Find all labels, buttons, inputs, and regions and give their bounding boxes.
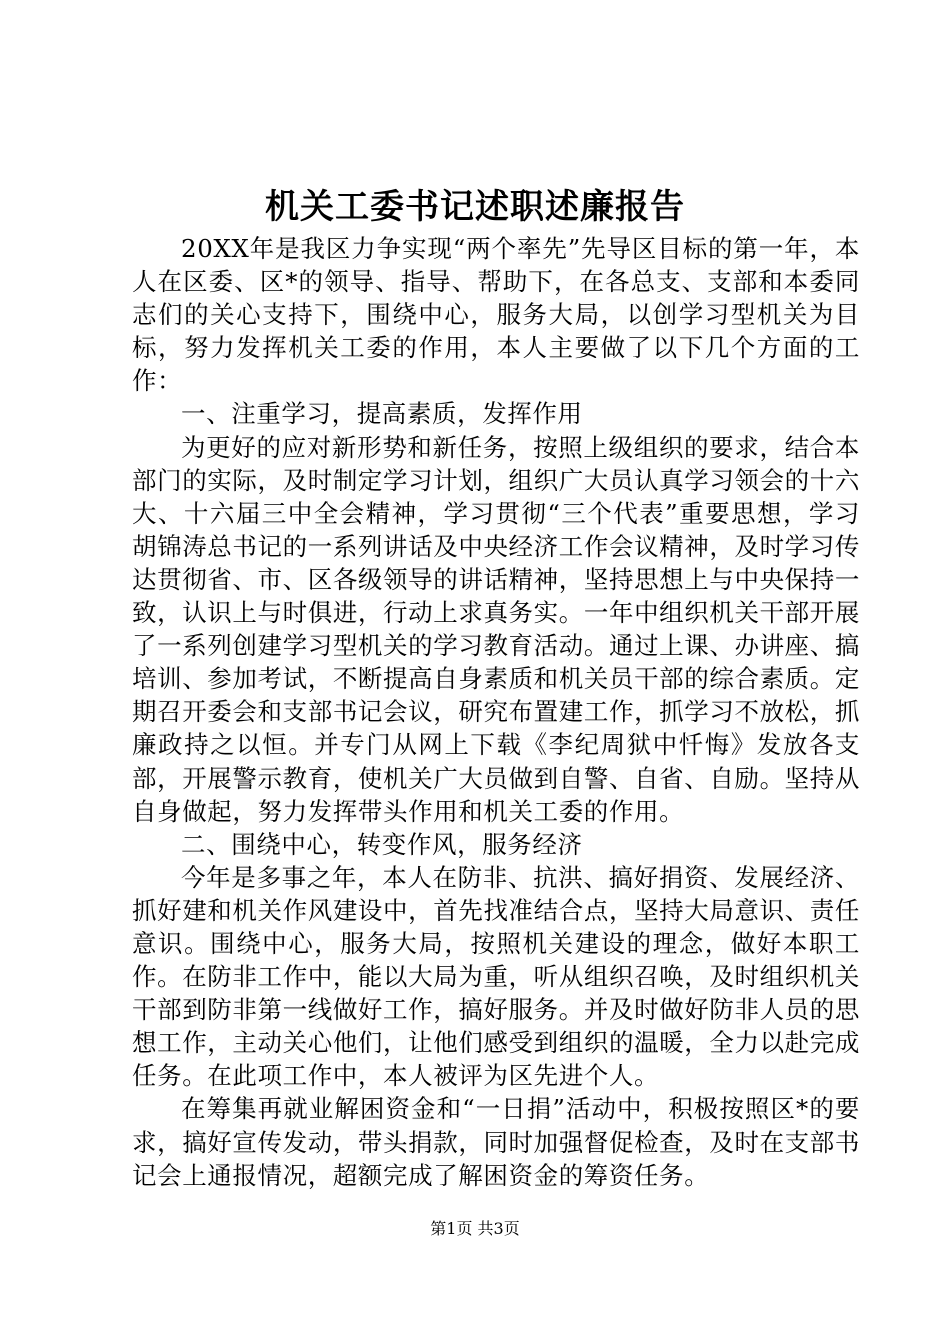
section-2-paragraph-2: 在筹集再就业解困资金和“一日捐”活动中，积极按照区*的要求，搞好宣传发动，带头捐款，同时加强督促检查，及时在支部书记会上通报情况，超额完成了解困资金的筹资任务。 bbox=[132, 1094, 860, 1190]
page-number-footer: 第1页 共3页 bbox=[430, 1219, 520, 1238]
section-heading-1: 一、注重学习，提高素质，发挥作用 bbox=[181, 399, 583, 429]
section-heading-2: 二、围绕中心，转变作风，服务经济 bbox=[181, 829, 583, 859]
section-2-paragraph-1: 今年是多事之年，本人在防非、抗洪、搞好捐资、发展经济、抓好建和机关作风建设中，首先找准结合点，坚持大局意识、责任意识。围绕中心，服务大局，按照机关建设的理念，做好本职工作。在防非工作中，能以大局为重，听从组织召唤，及时组织机关干部到防非第一线做好工作，搞好服务。并及时做好防非人员的思想工作，主动关心他们，让他们感受到组织的温暖，全力以赴完成任务。在此项工作中，本人被评为区先进个人。 bbox=[132, 862, 860, 1091]
section-1-paragraph: 为更好的应对新形势和新任务，按照上级组织的要求，结合本部门的实际，及时制定学习计划，组织广大员认真学习领会的十六大、十六届三中全会精神，学习贯彻“三个代表”重要思想，学习胡锦涛总书记的一系列讲话及中央经济工作会议精神，及时学习传达贯彻省、市、区各级领导的讲话精神，坚持思想上与中央保持一致，认识上与时俱进，行动上求真务实。一年中组织机关干部开展了一系列创建学习型机关的学习教育活动。通过上课、办讲座、搞培训、参加考试，不断提高自身素质和机关员干部的综合素质。定期召开委会和支部书记会议，研究布置建工作，抓学习不放松，抓廉政持之以恒。并专门从网上下载《李纪周狱中忏悔》发放各支部，开展警示教育，使机关广大员做到自警、自省、自励。坚持从自身做起，努力发挥带头作用和机关工委的作用。 bbox=[132, 432, 860, 826]
document-title: 机关工委书记述职述廉报告 bbox=[265, 187, 685, 227]
document-body bbox=[132, 232, 860, 1192]
intro-paragraph: 20XX年是我区力争实现“两个率先”先导区目标的第一年，本人在区委、区*的领导、指导、帮助下，在各总支、支部和本委同志们的关心支持下，围绕中心，服务大局，以创学习型机关为目标，努力发挥机关工委的作用，本人主要做了以下几个方面的工作： bbox=[132, 234, 860, 396]
